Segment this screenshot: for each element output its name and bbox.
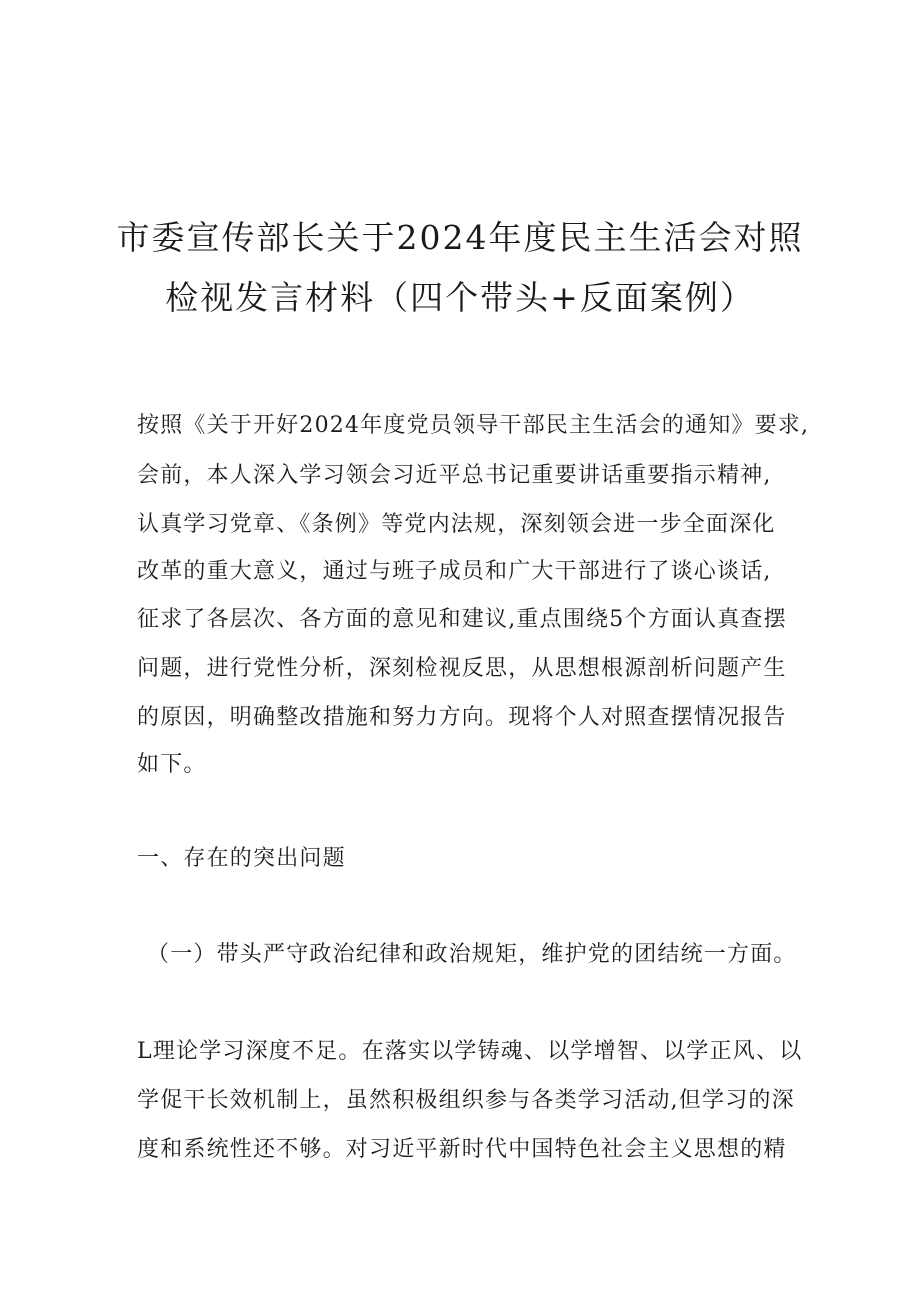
intro-line-3: 认真学习党章、《条例》等党内法规，深刻领会进一步全面深化 (137, 512, 776, 537)
intro-line-4: 改革的重大意义，通过与班子成员和广大干部进行了谈心谈话, (137, 559, 772, 584)
intro-line-5: 征求了各层次、各方面的意见和建议,重点围绕5个方面认真查摆 (137, 607, 787, 632)
point-line-3: 度和系统性还不够。对习近平新时代中国特色社会主义思想的精 (137, 1137, 787, 1162)
section-heading: 一、存在的突出问题 (137, 846, 346, 871)
subsection-heading: （一）带头严守政治纪律和政治规矩，维护党的团结统一方面。 (147, 942, 797, 967)
intro-line-2: 会前，本人深入学习领会习近平总书记重要讲话重要指示精神, (137, 463, 772, 488)
document-title-line-2: 检视发言材料（四个带头+反面案例） (165, 278, 755, 317)
point-line-2: 学促干长效机制上，虽然积极组织参与各类学习活动,但学习的深 (137, 1088, 795, 1113)
intro-line-7: 的原因，明确整改措施和努力方向。现将个人对照查摆情况报告 (137, 705, 787, 730)
intro-line-1: 按照《关于开好2024年度党员领导干部民主生活会的通知》要求, (137, 413, 810, 438)
point-line-1: L理论学习深度不足。在落实以学铸魂、以学增智、以学正风、以 (137, 1039, 803, 1064)
document-title-line-1: 市委宣传部长关于2024年度民主生活会对照 (116, 218, 804, 257)
intro-line-6: 问题，进行党性分析，深刻检视反思，从思想根源剖析问题产生 (137, 656, 787, 681)
intro-line-8: 如下。 (137, 752, 207, 777)
